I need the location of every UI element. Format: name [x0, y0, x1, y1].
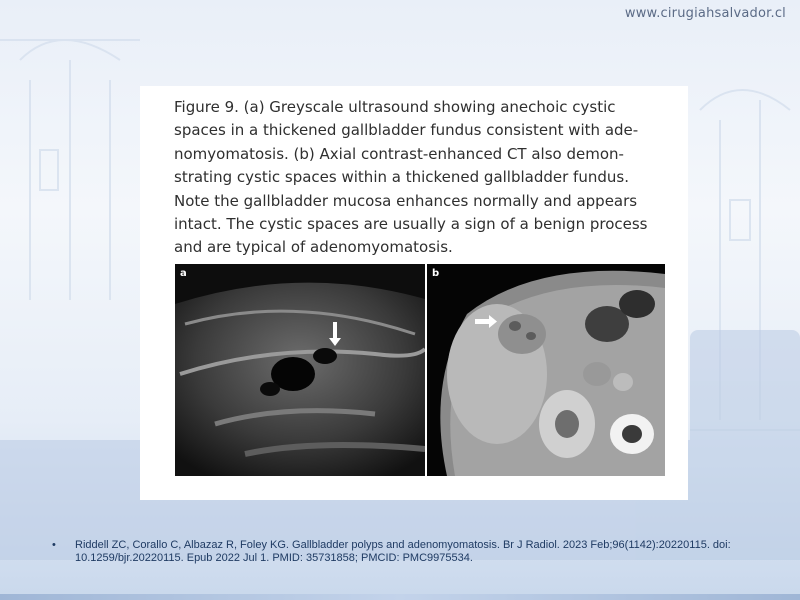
caption-line: Figure 9. (a) Greyscale ultrasound showing anechoic cystic [174, 98, 616, 116]
ultrasound-illustration [175, 264, 425, 476]
site-url: www.cirugiahsalvador.cl [624, 6, 786, 21]
ultrasound-image [175, 264, 425, 476]
figure-caption [174, 96, 664, 260]
caption-line: intact. The cystic spaces are usually a sign of a benign process [174, 215, 648, 234]
ct-illustration [427, 264, 665, 476]
caption-line: strating cystic spaces within a thickened gallbladder fundus. [174, 168, 629, 187]
caption-line: Note the gallbladder mucosa enhances normally and appears [174, 191, 638, 210]
ct-scan-image [427, 264, 665, 476]
reference-bullet [52, 539, 758, 565]
caption-line: spaces in a thickened gallbladder fundus consistent with ade- [174, 121, 639, 140]
panel-label-b: b [432, 268, 440, 279]
caption-line: and are typical of adenomyomatosis. [174, 238, 453, 257]
figure-panel [140, 86, 688, 500]
panel-label-a: a [180, 268, 187, 279]
bottom-band [0, 594, 800, 600]
reference-text: Riddell ZC, Corallo C, Albazaz R, Foley KG. Gallbladder polyps and adenomyomatosis. Br J Radiol. 2023 Feb;96(1142):20220115. doi: 10.1259/bjr.20220115. Epub 2022 Jul 1. PMID: 35731858; PMCID: PMC9975534. [75, 539, 731, 564]
bullet-icon: • [52, 539, 56, 551]
caption-line: nomyomatosis. (b) Axial contrast-enhanced CT also demon- [174, 144, 624, 163]
